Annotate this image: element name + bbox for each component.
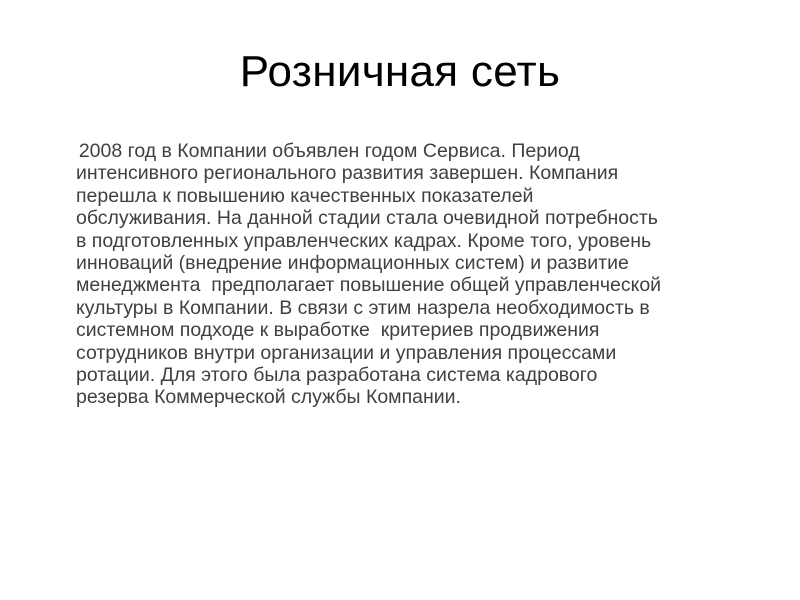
slide-title: Розничная сеть xyxy=(239,47,561,96)
body-line: сотрудников внутри организации и управления процессами xyxy=(76,341,617,364)
body-line: менеджмента предполагает повышение общей управленческой xyxy=(76,274,662,297)
body-line: резерва Коммерческой службы Компании. xyxy=(76,386,461,409)
body-line: системном подходе к выработке критериев продвижения xyxy=(76,319,600,342)
body-line: культуры в Компании. В связи с этим назрела необходимость в xyxy=(76,296,650,319)
body-line: обслуживания. На данной стадии стала очевидной потребность xyxy=(76,207,658,230)
body-line: ротации. Для этого была разработана система кадрового xyxy=(76,364,598,387)
body-line: перешла к повышению качественных показателей xyxy=(76,184,534,207)
body-line: интенсивного регионального развития завершен. Компания xyxy=(76,162,619,185)
slide-body-text xyxy=(68,140,756,409)
body-line: 2008 год в Компании объявлен годом Сервиса. Период xyxy=(68,140,580,162)
body-line: инноваций (внедрение информационных систем) и развитие xyxy=(76,252,629,275)
body-line: в подготовленных управленческих кадрах. Кроме того, уровень xyxy=(76,229,652,252)
